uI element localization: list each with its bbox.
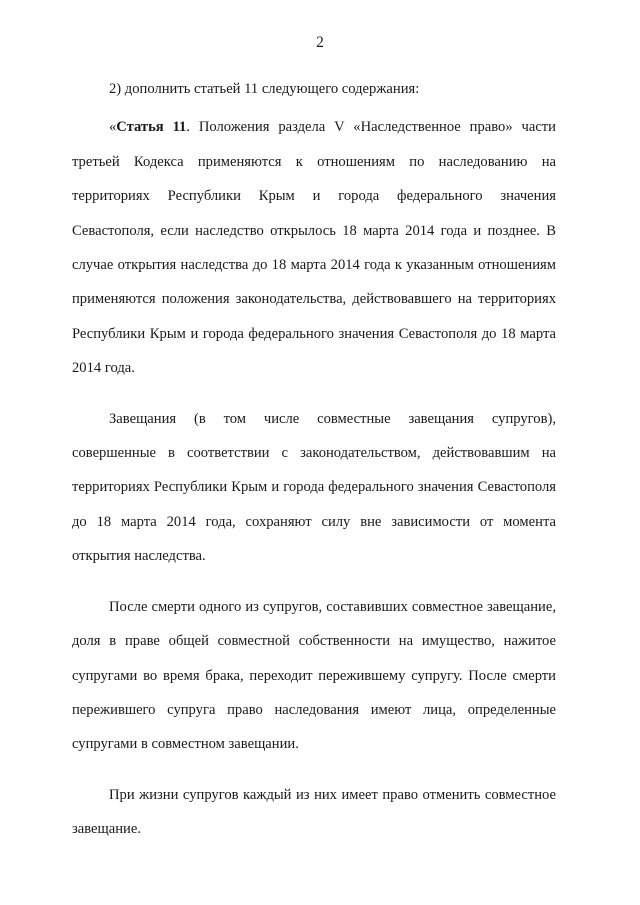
article-title: Статья 11: [116, 119, 187, 136]
opening-quote: «: [109, 119, 117, 136]
amendment-intro: 2) дополнить статьей 11 следующего содержания:: [109, 81, 420, 97]
article-11-paragraph: [72, 110, 556, 385]
article-body: . Положения раздела V «Наследственное право» части третьей Кодекса применяются к отношениям по наследованию на территориях Республики Крым и города федерального значения Севастополя, если наследство открылось 18 марта 2014 года и позднее. В случае открытия наследства до 18 марта 2014 года к указанным отношениям применяются положения законодательства, действовавшего на территориях Республики Крым и города федерального значения Севастополя до 18 марта 2014 года.: [72, 119, 556, 377]
page-number: 2: [316, 34, 324, 51]
paragraph-revocation: При жизни супругов каждый из них имеет право отменить совместное завещание.: [72, 786, 556, 838]
paragraph-wills-validity: Завещания (в том числе совместные завещания супругов), совершенные в соответствии с законодательством, действовавшим на территориях Республики Крым и города федерального значения Севастополя до 18 марта 2014 года, сохраняют силу вне зависимости от момента открытия наследства.: [72, 410, 556, 565]
paragraph-spouse-death: После смерти одного из супругов, составивших совместное завещание, доля в праве общей совместной собственности на имущество, нажитое супругами во время брака, переходит пережившему супругу. После смерти пережившего супруга право наследования имеют лица, определенные супругами в совместном завещании.: [72, 598, 556, 753]
document-body: [72, 72, 556, 863]
